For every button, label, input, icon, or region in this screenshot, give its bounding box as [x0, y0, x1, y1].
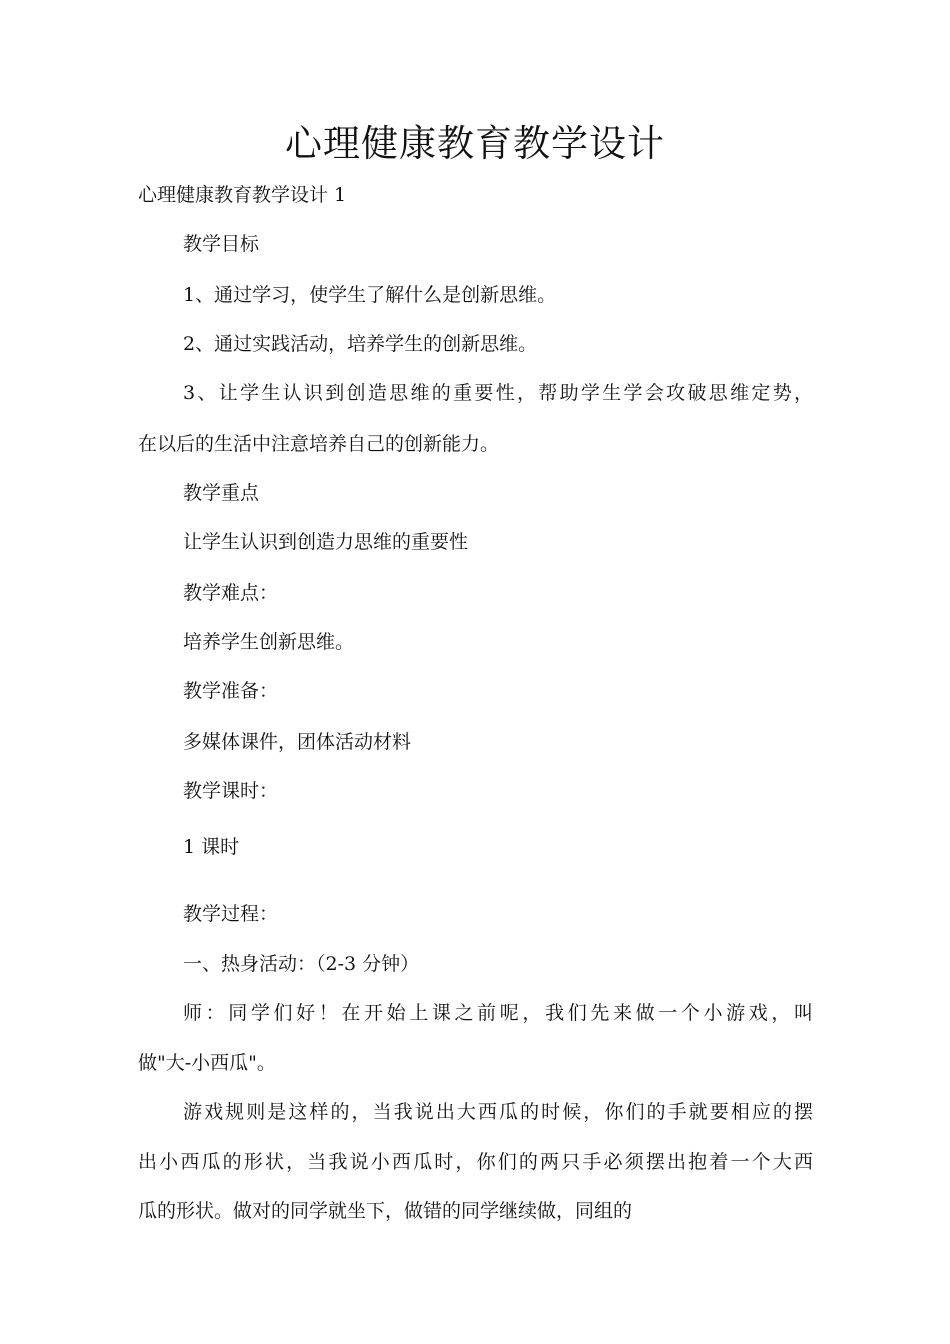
paragraph-line: 瓜的形状。做对的同学就坐下，做错的同学继续做，同组的: [138, 1200, 633, 1222]
paragraph-line: 2、通过实践活动，培养学生的创新思维。: [183, 333, 538, 355]
paragraph-line: 教学目标: [183, 233, 260, 255]
section-heading: 心理健康教育教学设计 1: [138, 184, 347, 206]
paragraph-line: 教学过程：: [183, 903, 279, 925]
paragraph-line: 游戏规则是这样的，当我说出大西瓜的时候，你们的手就要相应的摆: [183, 1101, 813, 1123]
paragraph-line: 1、通过学习，使学生了解什么是创新思维。: [183, 284, 557, 306]
paragraph-line: 培养学生创新思维。: [183, 631, 355, 653]
paragraph-line: 1 课时: [183, 836, 240, 858]
paragraph-line: 教学难点：: [183, 582, 279, 604]
paragraph-line: 3、让学生认识到创造思维的重要性，帮助学生学会攻破思维定势，: [183, 382, 813, 404]
paragraph-line: 一、热身活动：（2-3 分钟）: [183, 953, 420, 975]
paragraph-line: 做"大-小西瓜"。: [138, 1052, 276, 1074]
paragraph-line: 教学课时：: [183, 780, 279, 802]
document-title: 心理健康教育教学设计: [285, 122, 665, 165]
paragraph-line: 让学生认识到创造力思维的重要性: [183, 531, 469, 553]
paragraph-line: 在以后的生活中注意培养自己的创新能力。: [138, 433, 500, 455]
paragraph-line: 出小西瓜的形状，当我说小西瓜时，你们的两只手必须摆出抱着一个大西: [138, 1151, 813, 1173]
paragraph-line: 师：同学们好！在开始上课之前呢，我们先来做一个小游戏，叫: [183, 1002, 813, 1024]
paragraph-line: 多媒体课件，团体活动材料: [183, 731, 412, 753]
paragraph-line: 教学准备：: [183, 680, 279, 702]
paragraph-line: 教学重点: [183, 482, 260, 504]
